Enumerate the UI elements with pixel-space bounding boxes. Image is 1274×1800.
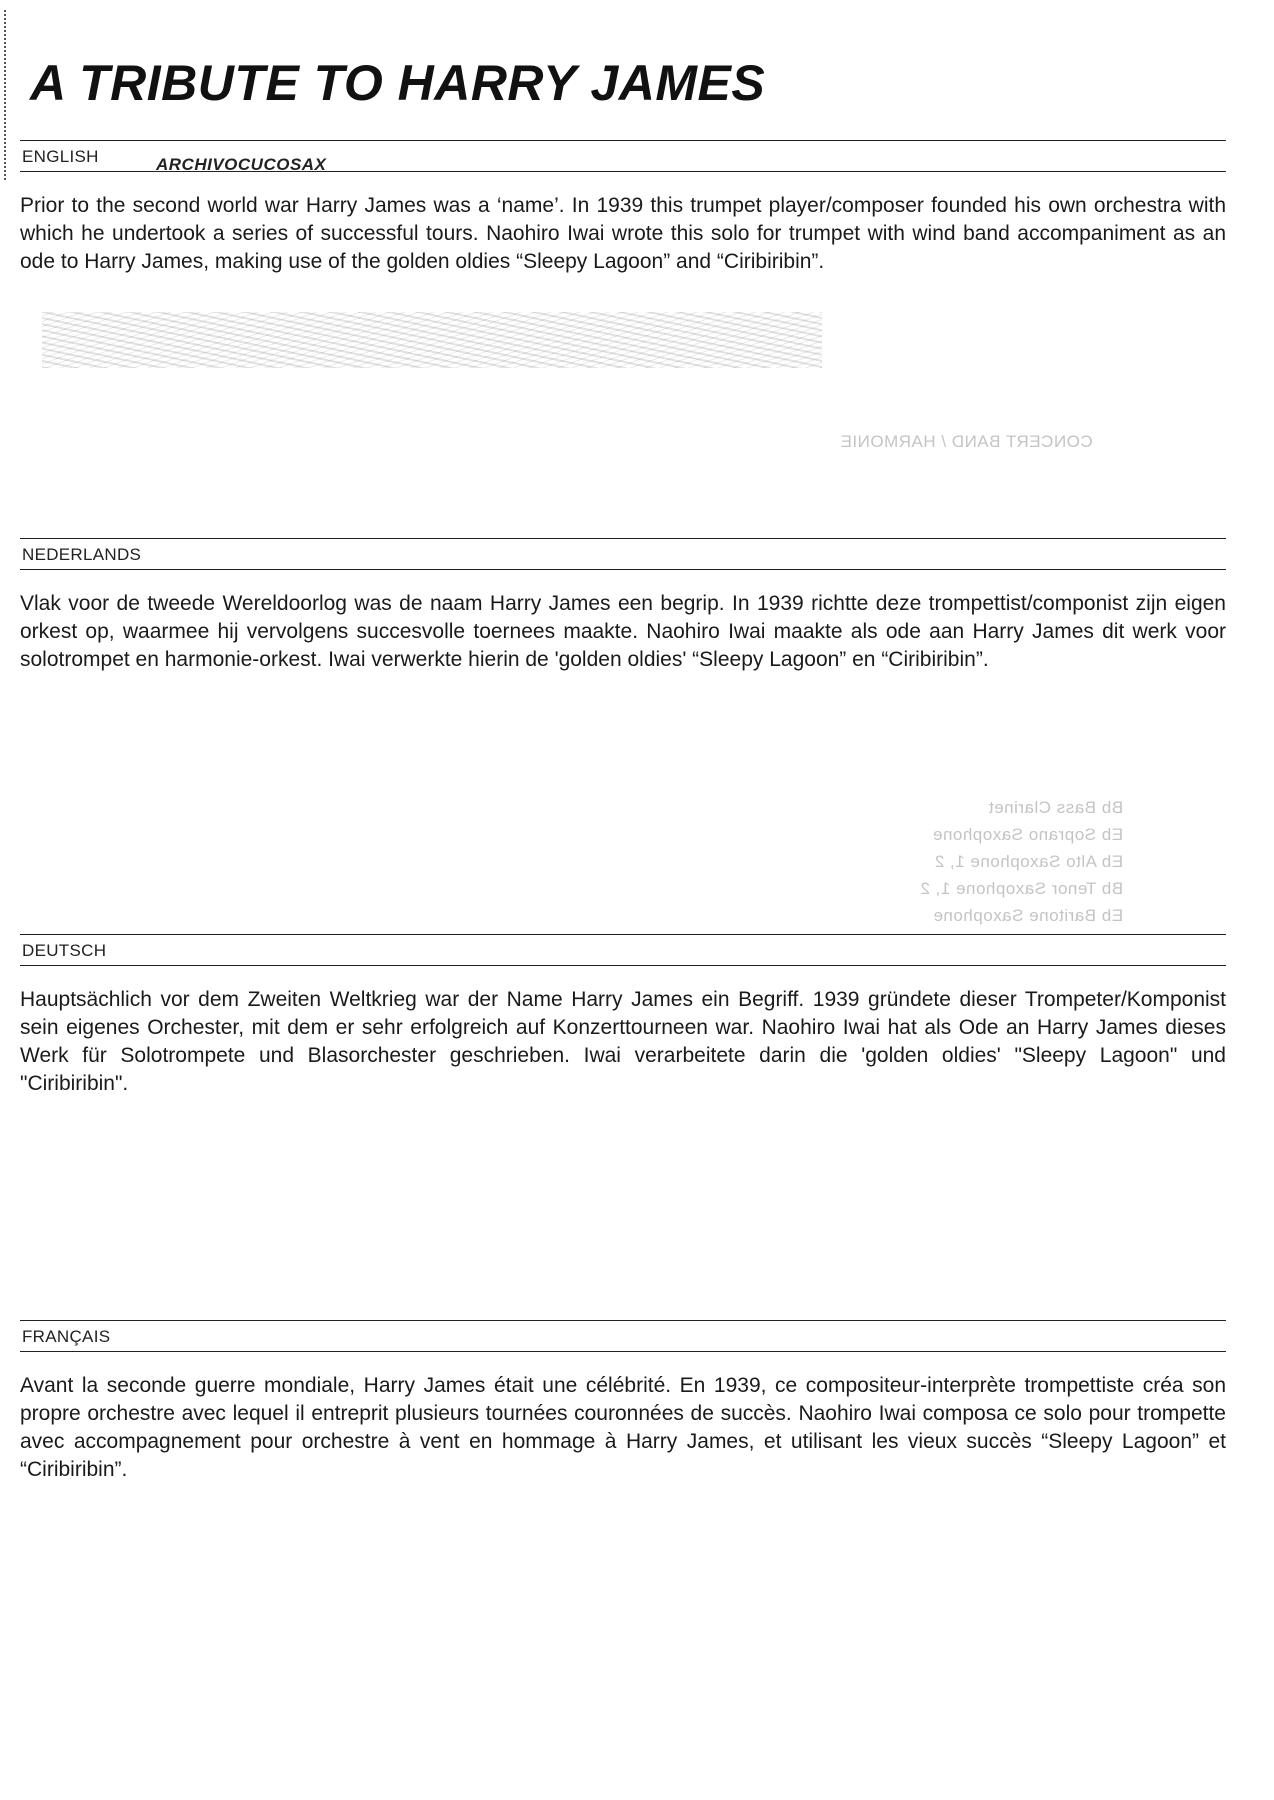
section-header (20, 1320, 1226, 1352)
section-label-francais: FRANÇAIS (22, 1327, 111, 1346)
page-title: A TRIBUTE TO HARRY JAMES (30, 55, 766, 111)
bleed-through-instrument: Eb Baritone Saxophone (932, 906, 1124, 925)
section-label-deutsch: DEUTSCH (22, 941, 107, 960)
bleed-through-instrument: Bb Bass Clarinet (988, 798, 1124, 817)
section-text-francais: Avant la seconde guerre mondiale, Harry James était une célébrité. En 1939, ce compositeur-interprète trompettiste créa son propre orchestre avec lequel il entreprit plusieurs tournées couronnées de succès. Naohiro Iwai composa ce solo pour trompette avec accompagnement pour orchestre à vent en hommage à Harry James, et utilisant les vieux succès “Sleepy Lagoon” et “Ciribiribin”. (20, 1374, 1226, 1481)
section-text-deutsch: Hauptsächlich vor dem Zweiten Weltkrieg war der Name Harry James ein Begriff. 1939 gründete dieser Trompeter/Komponist sein eigenes Orchester, mit dem er sehr erfolgreich auf Konzerttourneen war. Naohiro Iwai hat als Ode an Harry James dieses Werk für Solotrompete und Blasorchester geschrieben. Iwai verarbeitete darin die 'golden oldies' "Sleepy Lagoon" und "Ciribiribin". (20, 988, 1226, 1095)
section-header (20, 934, 1226, 966)
section-nederlands (20, 538, 1226, 674)
section-label-nederlands: NEDERLANDS (22, 545, 142, 564)
scan-noise (42, 312, 822, 368)
bleed-through-instruments (920, 798, 1123, 933)
section-text-nederlands: Vlak voor de tweede Wereldoorlog was de naam Harry James een begrip. In 1939 richtte deze trompettist/componist zijn eigen orkest op, waarmee hij vervolgens succesvolle toernees maakte. Naohiro Iwai maakte als ode aan Harry James dit werk voor solotrompet en harmonie-orkest. Iwai verwerkte hierin de 'golden oldies' “Sleepy Lagoon” en “Ciribiribin”. (20, 592, 1226, 671)
section-header (20, 140, 1226, 172)
bleed-through-heading: CONCERT BAND / HARMONIE (840, 432, 1093, 451)
bleed-through-instrument: Eb Alto Saxophone 1, 2 (934, 852, 1124, 871)
section-deutsch (20, 934, 1226, 1098)
bleed-through-instrument: Eb Soprano Saxophone (932, 825, 1124, 844)
bleed-through-instrument: Bb Tenor Saxophone 1, 2 (920, 879, 1124, 898)
archive-watermark: ARCHIVOCUCOSAX (156, 155, 327, 174)
section-header (20, 538, 1226, 570)
margin-punch-marks (4, 10, 9, 180)
section-english (20, 140, 1226, 276)
section-francais (20, 1320, 1226, 1484)
section-label-english: ENGLISH (22, 147, 99, 166)
section-text-english: Prior to the second world war Harry James was a ‘name’. In 1939 this trumpet player/composer founded his own orchestra with which he undertook a series of successful tours. Naohiro Iwai wrote this solo for trumpet with wind band accompaniment as an ode to Harry James, making use of the golden oldies “Sleepy Lagoon” and “Ciribiribin”. (20, 194, 1226, 273)
